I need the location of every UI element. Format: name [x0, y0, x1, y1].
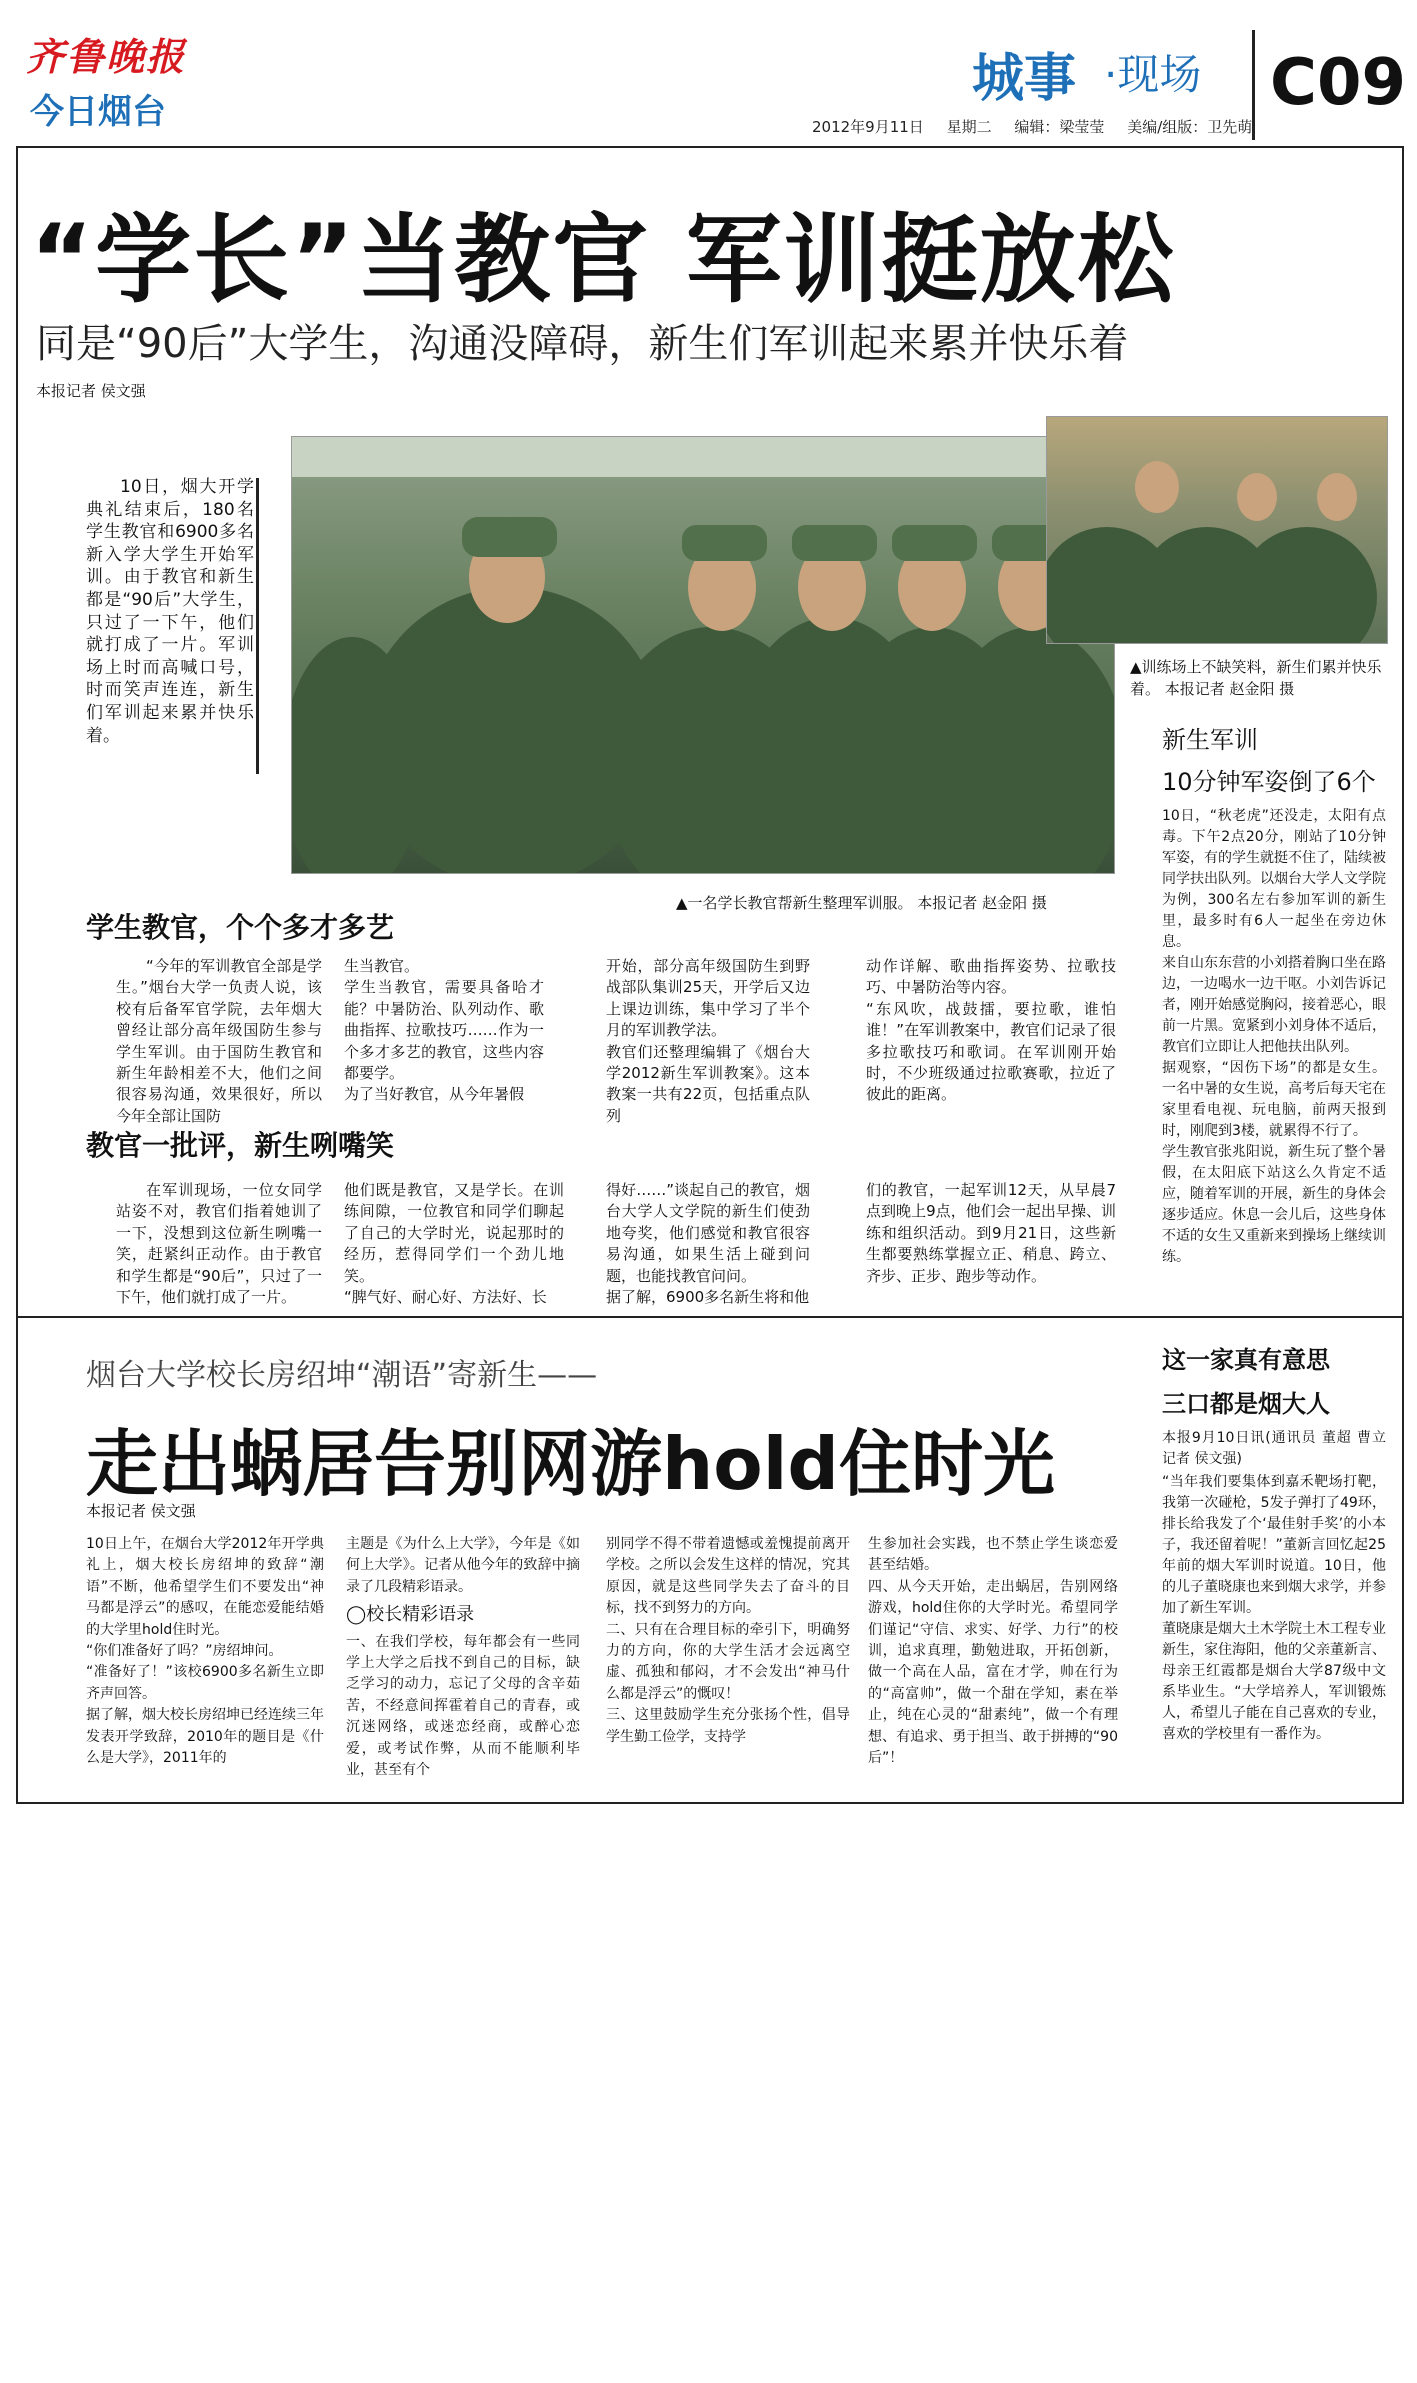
quotes-subtitle: ◯校长精彩语录: [346, 1604, 475, 1626]
sub-headline: 同是“90后”大学生，沟通没障碍，新生们军训起来累并快乐着: [36, 321, 1129, 367]
story2-col2-text: 主题是《为什么上大学》，今年是《如何上大学》。记者从他今年的致辞中摘录了几段精彩语录。: [346, 1536, 580, 1595]
story2-kicker: 烟台大学校长房绍坤“潮语”寄新生——: [86, 1358, 598, 1393]
photo-side: [1046, 416, 1388, 644]
subsection-title: ·现场: [1104, 50, 1202, 99]
section1-title: 学生教官，个个多才多艺: [86, 911, 395, 944]
section1-col4: 动作详解、歌曲指挥姿势、拉歌技巧、中暑防治等内容。 “东风吹，战鼓擂，要拉歌，谁怕谁！”在军训教案中，教官们记录了很多拉歌技巧和歌词。在军训刚开始时，不少班级通过拉歌赛歌，拉近了彼此的距离。: [866, 957, 1116, 1104]
sidebar1-kicker: 新生军训: [1162, 726, 1258, 754]
sidebar-divider: [1152, 1316, 1402, 1318]
photo-side-caption: ▲训练场上不缺笑料，新生们累并快乐着。 本报记者 赵金阳 摄: [1130, 658, 1382, 698]
story2-col2-quotes: 一、在我们学校，每年都会有一些同学上大学之后找不到自己的目标，缺乏学习的动力，忘记了父母的含辛茹苦，不经意间挥霍着自己的青春，或沉迷网络，或迷恋经商，或醉心恋爱，或考试作弊，从而不能顺利毕业，甚至有个: [346, 1633, 580, 1779]
lead-text: 10日，烟大开学典礼结束后，180名学生教官和6900多名新入学大学生开始军训。由于教官和新生都是“90后”大学生，只过了一下午，他们就打成了一片。军训场上时而高喊口号，时而笑声连连，新生们军训起来累并快乐着。: [86, 477, 254, 746]
editor: 编辑：梁莹莹: [1014, 118, 1105, 136]
section-title: 城事: [972, 49, 1077, 109]
brand-logo: 齐鲁晚报: [26, 34, 187, 79]
section2-col2: 他们既是教官，又是学长。在训练间隙，一位教官和同学们聊起了自己的大学时光，说起那时的经历，惹得同学们一个劲儿地笑。 “脾气好、耐心好、方法好、长: [344, 1181, 564, 1307]
date: 2012年9月11日: [812, 118, 924, 136]
photo-main-caption: ▲一名学长教官帮新生整理军训服。 本报记者 赵金阳 摄: [676, 894, 1047, 912]
weekday: 星期二: [946, 118, 992, 136]
lead-paragraph: [86, 476, 254, 747]
story2-col3: 别同学不得不带着遗憾或羞愧提前离开学校。之所以会发生这样的情况，究其原因，就是这些同学失去了奋斗的目标，找不到努力的方向。 二、只有在合理目标的牵引下，明确努力的方向，你的大学生活才会远离空虚、孤独和郁闷，才不会发出“神马什么都是浮云”的慨叹！ 三、这里鼓励学生充分张扬个性，倡导学生勤工俭学，支持学: [606, 1536, 850, 1745]
section2-col3: 得好……”谈起自己的教官，烟台大学人文学院的新生们使劲地夸奖，他们感觉和教官很容易沟通，如果生活上碰到问题，也能找教官问问。 据了解，6900多名新生将和他: [606, 1181, 810, 1307]
section1-col1: [116, 956, 322, 1127]
story2-col1: 10日上午，在烟台大学2012年开学典礼上，烟大校长房绍坤的致辞“潮语”不断，他希望学生们不要发出“神马都是浮云”的感叹，在能恋爱能结婚的大学里hold住时光。 “你们准备好了吗？”房绍坤问。 “准备好了！”该校6900多名新生立即齐声回答。 据了解，烟大校长房绍坤已经连续三年发表开学致辞，2010年的题目是《什么是大学》，2011年的: [86, 1536, 324, 1767]
soldier-photo-icon: [292, 437, 1114, 873]
photo-main: [291, 436, 1115, 874]
sidebar1-title: 10分钟军姿倒了6个: [1162, 768, 1376, 796]
section2-col1-text: 在军训现场，一位女同学站姿不对，教官们指着她训了一下，没想到这位新生咧嘴一笑，赶紧纠正动作。由于教官和学生都是“90后”，只过了一下午，他们就打成了一片。: [116, 1181, 322, 1307]
dateline: [812, 116, 1270, 137]
main-headline: “学长”当教官 军训挺放松: [30, 204, 1176, 316]
story2-col2: [346, 1534, 580, 1781]
story-divider: [16, 1316, 1152, 1318]
section1-col1-text: “今年的军训教官全部是学生。”烟台大学一负责人说，该校有后备军官学院，去年烟大曾经让部分高年级国防生参与学生军训。由于国防生教官和新生年龄相差不大，他们之间很容易沟通，效果很好，所以今年全部让国防: [116, 957, 322, 1125]
smiling-students-photo-icon: [1047, 417, 1387, 643]
section2-title: 教官一批评，新生咧嘴笑: [86, 1129, 395, 1162]
designer: 美编/组版：卫先萌: [1127, 118, 1253, 136]
story2-byline: 本报记者 侯文强: [86, 1502, 196, 1520]
sidebar2-byline: 本报9月10日讯(通讯员 董超 曹立 记者 侯文强): [1162, 1430, 1386, 1468]
sidebar2-title-line1: 这一家真有意思: [1162, 1346, 1330, 1374]
section2-col1: [116, 1180, 322, 1308]
sidebar1-body: 10日，“秋老虎”还没走，太阳有点毒。下午2点20分，刚站了10分钟军姿，有的学生就挺不住了，陆续被同学扶出队列。以烟台大学人文学院为例，300名左右参加军训的新生里，最多时有6人一起坐在旁边休息。 来自山东东营的小刘搭着胸口坐在路边，一边喝水一边干呕。小刘告诉记者，刚开始感觉胸闷，接着恶心，眼前一片黑。宽紧到小刘身体不适后，教官们立即让人把他扶出队列。 据观察，“因伤下场”的都是女生。一名中暑的女生说，高考后每天宅在家里看电视、玩电脑，前两天报到时，刚爬到3楼，就累得不行了。 学生教官张兆阳说，新生玩了整个暑假，在太阳底下站这么久肯定不适应，随着军训的开展，新生的身体会逐步适应。休息一会儿后，这些身体不适的女生又重新来到操场上继续训练。: [1162, 808, 1386, 1265]
section1-col3: 开始，部分高年级国防生到野战部队集训25天，开学后又边上课边训练，集中学习了半个月的军训教学法。 教官们还整理编辑了《烟台大学2012新生军训教案》。这本教案一共有22页，包括重点队列: [606, 957, 810, 1125]
sidebar2-title-line2: 三口都是烟大人: [1162, 1390, 1330, 1418]
section1-col2: 生当教官。 学生当教官，需要具备哈才能？中暑防治、队列动作、歌曲指挥、拉歌技巧……作为一个多才多艺的教官，这些内容都要学。 为了当好教官，从今年暑假: [344, 957, 544, 1104]
byline: 本报记者 侯文强: [36, 382, 146, 400]
edition-label: 今日烟台: [30, 92, 166, 132]
lead-bar: [256, 478, 259, 774]
page-number: C09: [1270, 46, 1407, 120]
story2-col4: 生参加社会实践，也不禁止学生谈恋爱甚至结婚。 四、从今天开始，走出蜗居，告别网络游戏，hold住你的大学时光。希望同学们谨记“守信、求实、好学、力行”的校训，追求真理，勤勉进取，开拓创新，做一个高在人品，富在才学，帅在行为的“高富帅”，做一个甜在学知，素在举止，纯在心灵的“甜素纯”，做一个有理想、有追求、勇于担当、敢于拼搏的“90后”！: [868, 1536, 1118, 1767]
section2-col4: 们的教官，一起军训12天，从早晨7点到晚上9点，他们会一起出早操、训练和组织活动。到9月21日，这些新生都要熟练掌握立正、稍息、跨立、齐步、正步、跑步等动作。: [866, 1181, 1116, 1285]
sidebar2-body: “当年我们要集体到嘉禾靶场打靶，我第一次碰枪，5发子弹打了49环，排长给我发了个‘最佳射手奖’的小本子，我还留着呢！”董新言回忆起25年前的烟大军训时说道。10日，他的儿子董晓康也来到烟大求学，并参加了新生军训。 董晓康是烟大土木学院土木工程专业新生，家住海阳，他的父亲董新言、母亲王红霞都是烟台大学87级中文系毕业生。“大学培养人，军训锻炼人，希望儿子能在自己喜欢的专业，喜欢的学校里有一番作为。: [1162, 1474, 1386, 1742]
story2-headline: 走出蜗居告别网游hold住时光: [86, 1422, 1055, 1506]
